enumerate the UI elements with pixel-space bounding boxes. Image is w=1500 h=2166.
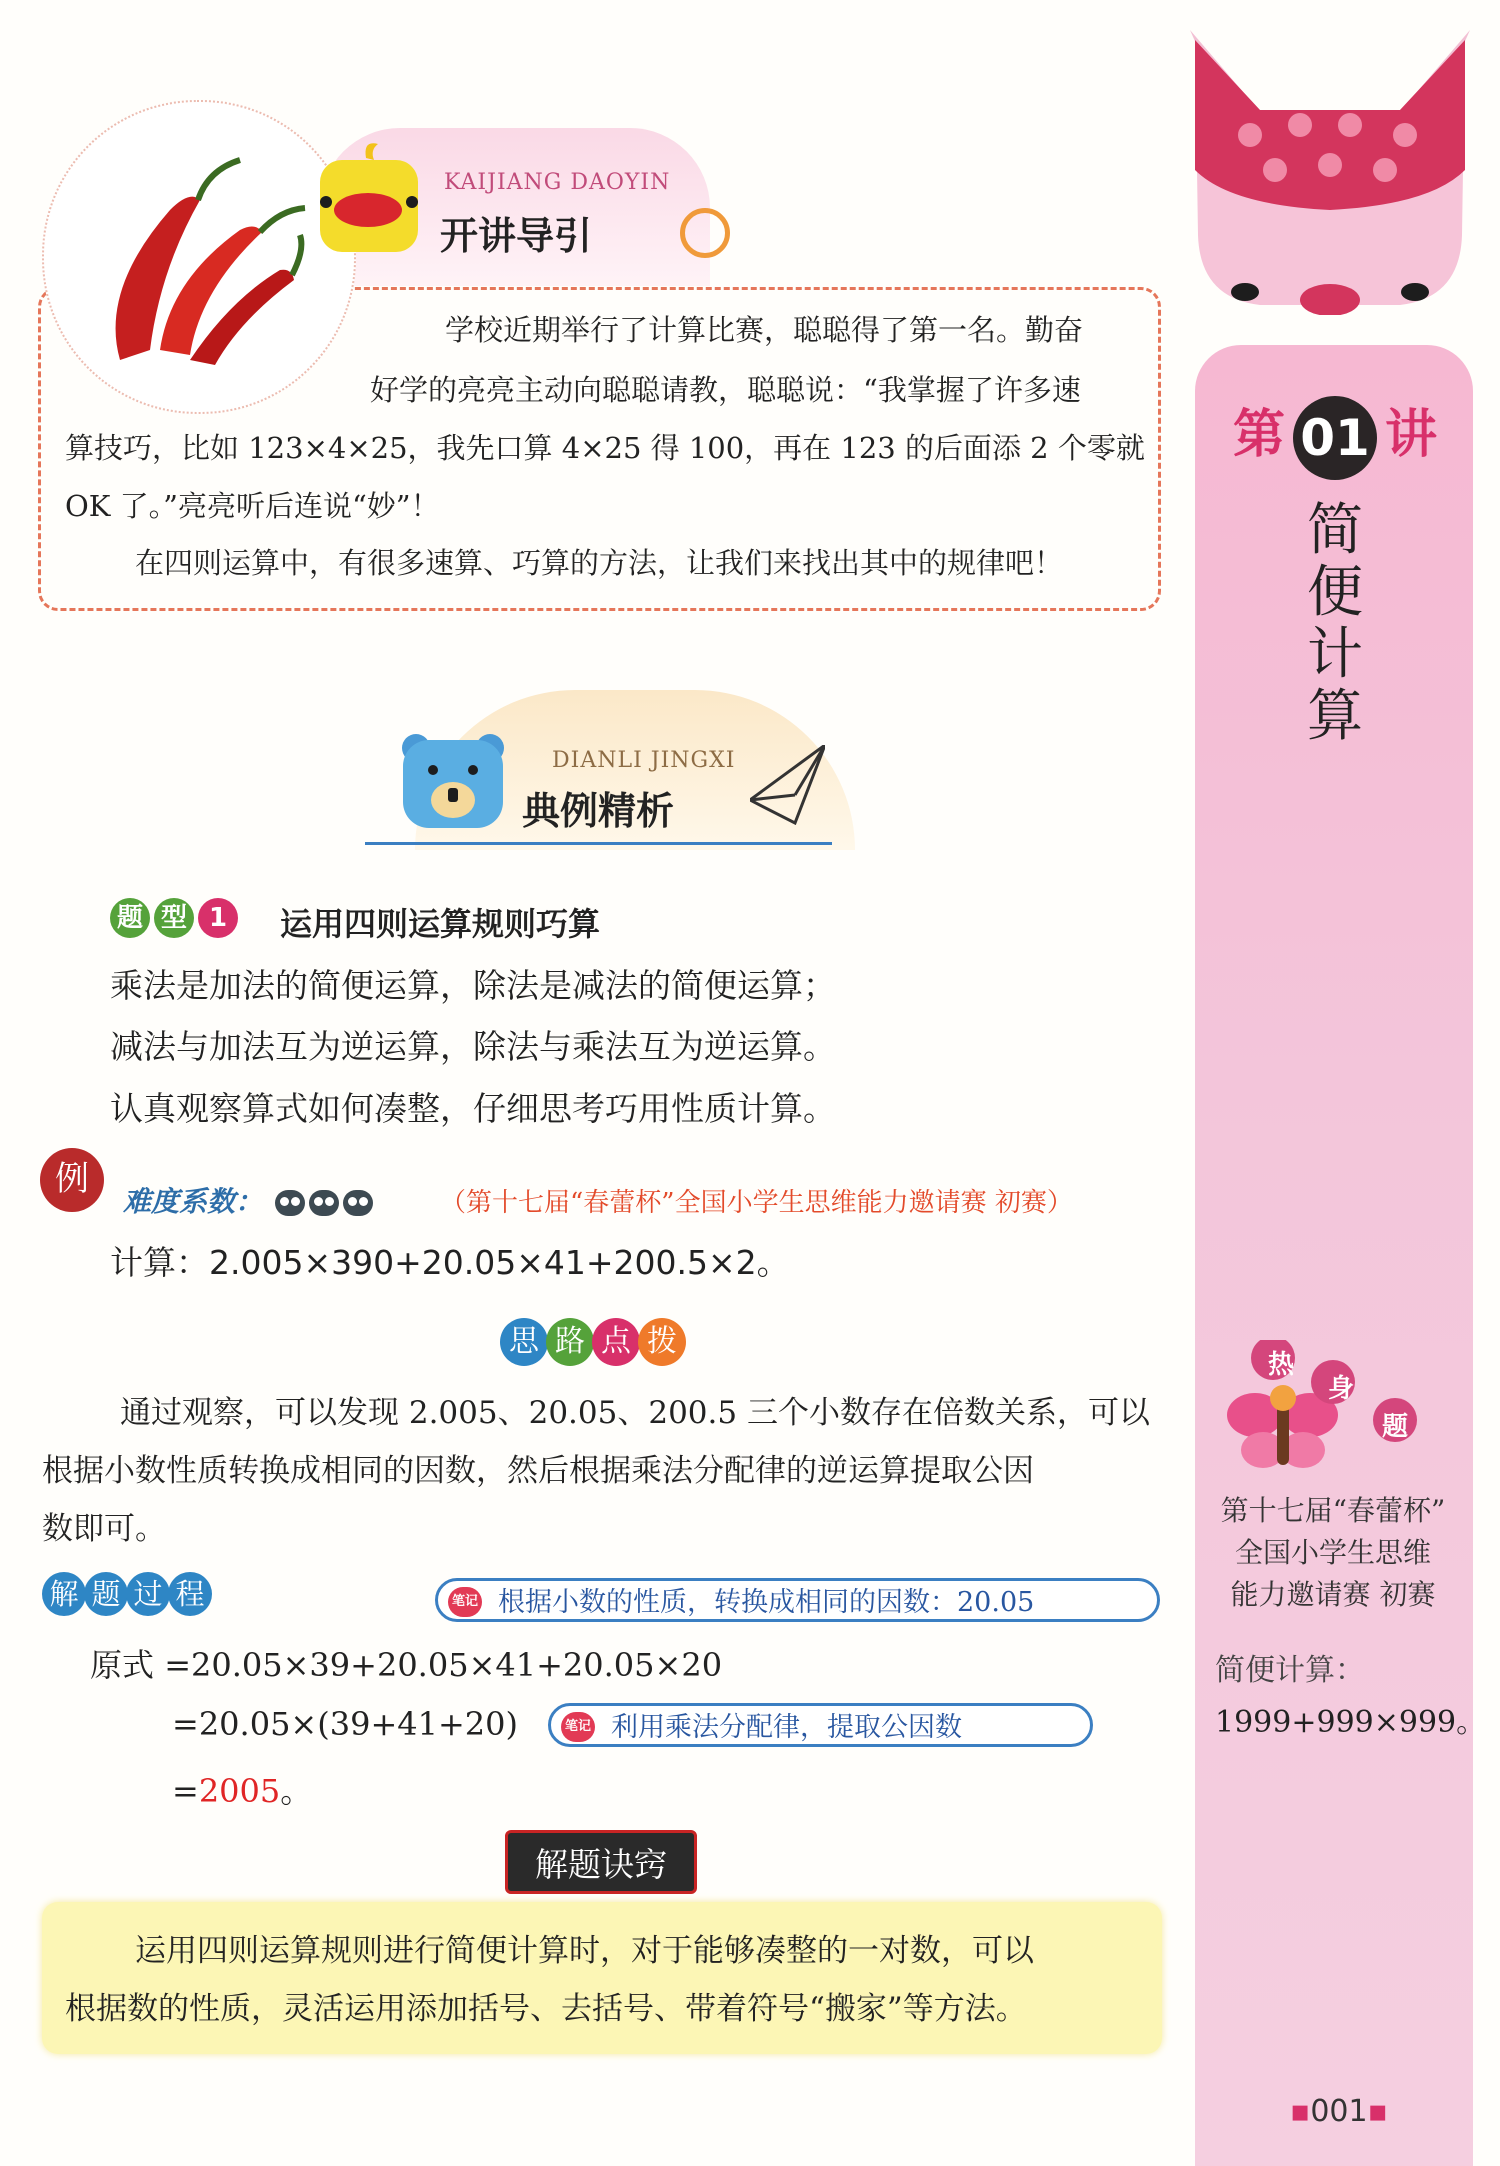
page-number: ▪001▪ xyxy=(1290,2094,1388,2129)
fox-illustration xyxy=(1190,30,1470,315)
example-problem: 计算：2.005×390+20.05×41+200.5×2。 xyxy=(110,1243,790,1282)
note-icon: 笔记 xyxy=(561,1712,595,1742)
solution-char: 程 xyxy=(168,1572,212,1616)
note-callout xyxy=(548,1703,1093,1747)
thinking-heading xyxy=(500,1318,684,1366)
owl-icon xyxy=(343,1190,373,1216)
solution-char: 过 xyxy=(126,1572,170,1616)
difficulty-label: 难度系数： xyxy=(123,1185,264,1218)
period: 。 xyxy=(280,1772,313,1810)
duck-icon xyxy=(318,140,420,255)
solution-line-3 xyxy=(172,1766,312,1812)
lecture-title xyxy=(1300,500,1370,748)
type-badge-group xyxy=(110,898,242,938)
lecture-title-char: 简 xyxy=(1307,498,1363,563)
type-badge: 型 xyxy=(154,898,194,938)
lecture-title-char: 算 xyxy=(1307,684,1363,749)
example-source: （第十七届“春蕾杯”全国小学生思维能力邀请赛 初赛） xyxy=(440,1188,1073,1218)
difficulty-rating xyxy=(123,1180,375,1220)
lecture-prefix: 第 xyxy=(1232,405,1285,465)
solution-expression: =20.05×39+20.05×41+20.05×20 xyxy=(164,1646,723,1684)
intro-title: 开讲导引 xyxy=(440,214,593,258)
intro-line: 好学的亮亮主动向聪聪请教，聪聪说：“我掌握了许多速 xyxy=(370,373,1081,407)
thinking-line: 根据小数性质转换成相同的因数，然后根据乘法分配律的逆运算提取公因 xyxy=(42,1453,1034,1489)
intro-pinyin: KAIJIANG DAOYIN xyxy=(444,170,671,195)
intro-line: 学校近期举行了计算比赛，聪聪得了第一名。勤奋 xyxy=(445,313,1084,347)
owl-icon xyxy=(309,1190,339,1216)
intro-line: 在四则运算中，有很多速算、巧算的方法，让我们来找出其中的规律吧！ xyxy=(135,546,1064,580)
warmup-char: 身 xyxy=(1327,1374,1354,1404)
lecture-number xyxy=(1220,392,1450,480)
equals-sign: = xyxy=(172,1772,199,1810)
warmup-source-line: 第十七届“春蕾杯” xyxy=(1220,1494,1446,1527)
tips-heading: 解题诀窍 xyxy=(505,1830,697,1894)
note-text: 利用乘法分配律，提取公因数 xyxy=(611,1712,962,1743)
page-number-text: 001 xyxy=(1310,2094,1368,2129)
chili-pepper-image xyxy=(80,150,310,380)
section-pinyin: DIANLI JINGXI xyxy=(552,748,736,773)
type-rule-line: 认真观察算式如何凑整，仔细思考巧用性质计算。 xyxy=(110,1089,836,1128)
solution-char: 题 xyxy=(84,1572,128,1616)
warmup-char: 题 xyxy=(1381,1412,1408,1442)
lecture-num-badge: 01 xyxy=(1293,396,1377,480)
ring-decoration xyxy=(680,208,730,258)
type-title: 运用四则运算规则巧算 xyxy=(280,905,601,943)
solution-line-1 xyxy=(90,1640,722,1686)
thinking-char: 拨 xyxy=(638,1318,686,1366)
solution-heading xyxy=(42,1572,210,1616)
section-title: 典例精析 xyxy=(522,789,675,833)
thinking-char: 点 xyxy=(592,1318,640,1366)
warmup-source-line: 全国小学生思维 xyxy=(1234,1536,1431,1569)
solution-line-2: =20.05×(39+41+20) xyxy=(172,1705,518,1743)
warmup-source-line: 能力邀请赛 初赛 xyxy=(1230,1578,1436,1611)
warmup-question: 1999+999×999。 xyxy=(1215,1705,1487,1740)
lecture-title-char: 计 xyxy=(1307,622,1363,687)
thinking-char: 思 xyxy=(500,1318,548,1366)
owl-icon xyxy=(275,1190,305,1216)
type-rule-line: 减法与加法互为逆运算，除法与乘法互为逆运算。 xyxy=(110,1027,836,1066)
bear-icon xyxy=(398,730,508,830)
warmup-source xyxy=(1198,1490,1468,1616)
warmup-question-label: 简便计算： xyxy=(1215,1653,1365,1688)
note-callout xyxy=(435,1578,1160,1622)
note-text: 根据小数的性质，转换成相同的因数：20.05 xyxy=(498,1587,1035,1618)
answer-value: 2005 xyxy=(198,1772,281,1810)
lecture-title-char: 便 xyxy=(1307,560,1363,625)
thinking-line: 数即可。 xyxy=(42,1511,166,1547)
lecture-suffix: 讲 xyxy=(1385,405,1438,465)
intro-line: 算技巧，比如 123×4×25，我先口算 4×25 得 100，再在 123 的后面添 2 个零就 xyxy=(65,431,1145,465)
type-badge: 1 xyxy=(198,898,238,938)
note-icon: 笔记 xyxy=(448,1587,482,1617)
intro-line: OK 了。”亮亮听后连说“妙”！ xyxy=(65,489,440,523)
tips-line: 根据数的性质，灵活运用添加括号、去括号、带着符号“搬家”等方法。 xyxy=(65,1991,1027,2027)
butterfly-warmup-icon xyxy=(1215,1340,1455,1480)
type-badge: 题 xyxy=(110,898,150,938)
type-rule-line: 乘法是加法的简便运算，除法是减法的简便运算； xyxy=(110,966,836,1005)
section-underline xyxy=(365,842,832,845)
warmup-char: 热 xyxy=(1267,1350,1294,1380)
solution-char: 解 xyxy=(42,1572,86,1616)
solution-label: 原式 xyxy=(90,1646,155,1684)
tips-line: 运用四则运算规则进行简便计算时，对于能够凑整的一对数，可以 xyxy=(135,1933,1034,1969)
thinking-char: 路 xyxy=(546,1318,594,1366)
example-label: 例 xyxy=(40,1148,104,1212)
paper-plane-icon xyxy=(750,745,825,825)
thinking-line: 通过观察，可以发现 2.005、20.05、200.5 三个小数存在倍数关系，可以 xyxy=(120,1395,1150,1431)
